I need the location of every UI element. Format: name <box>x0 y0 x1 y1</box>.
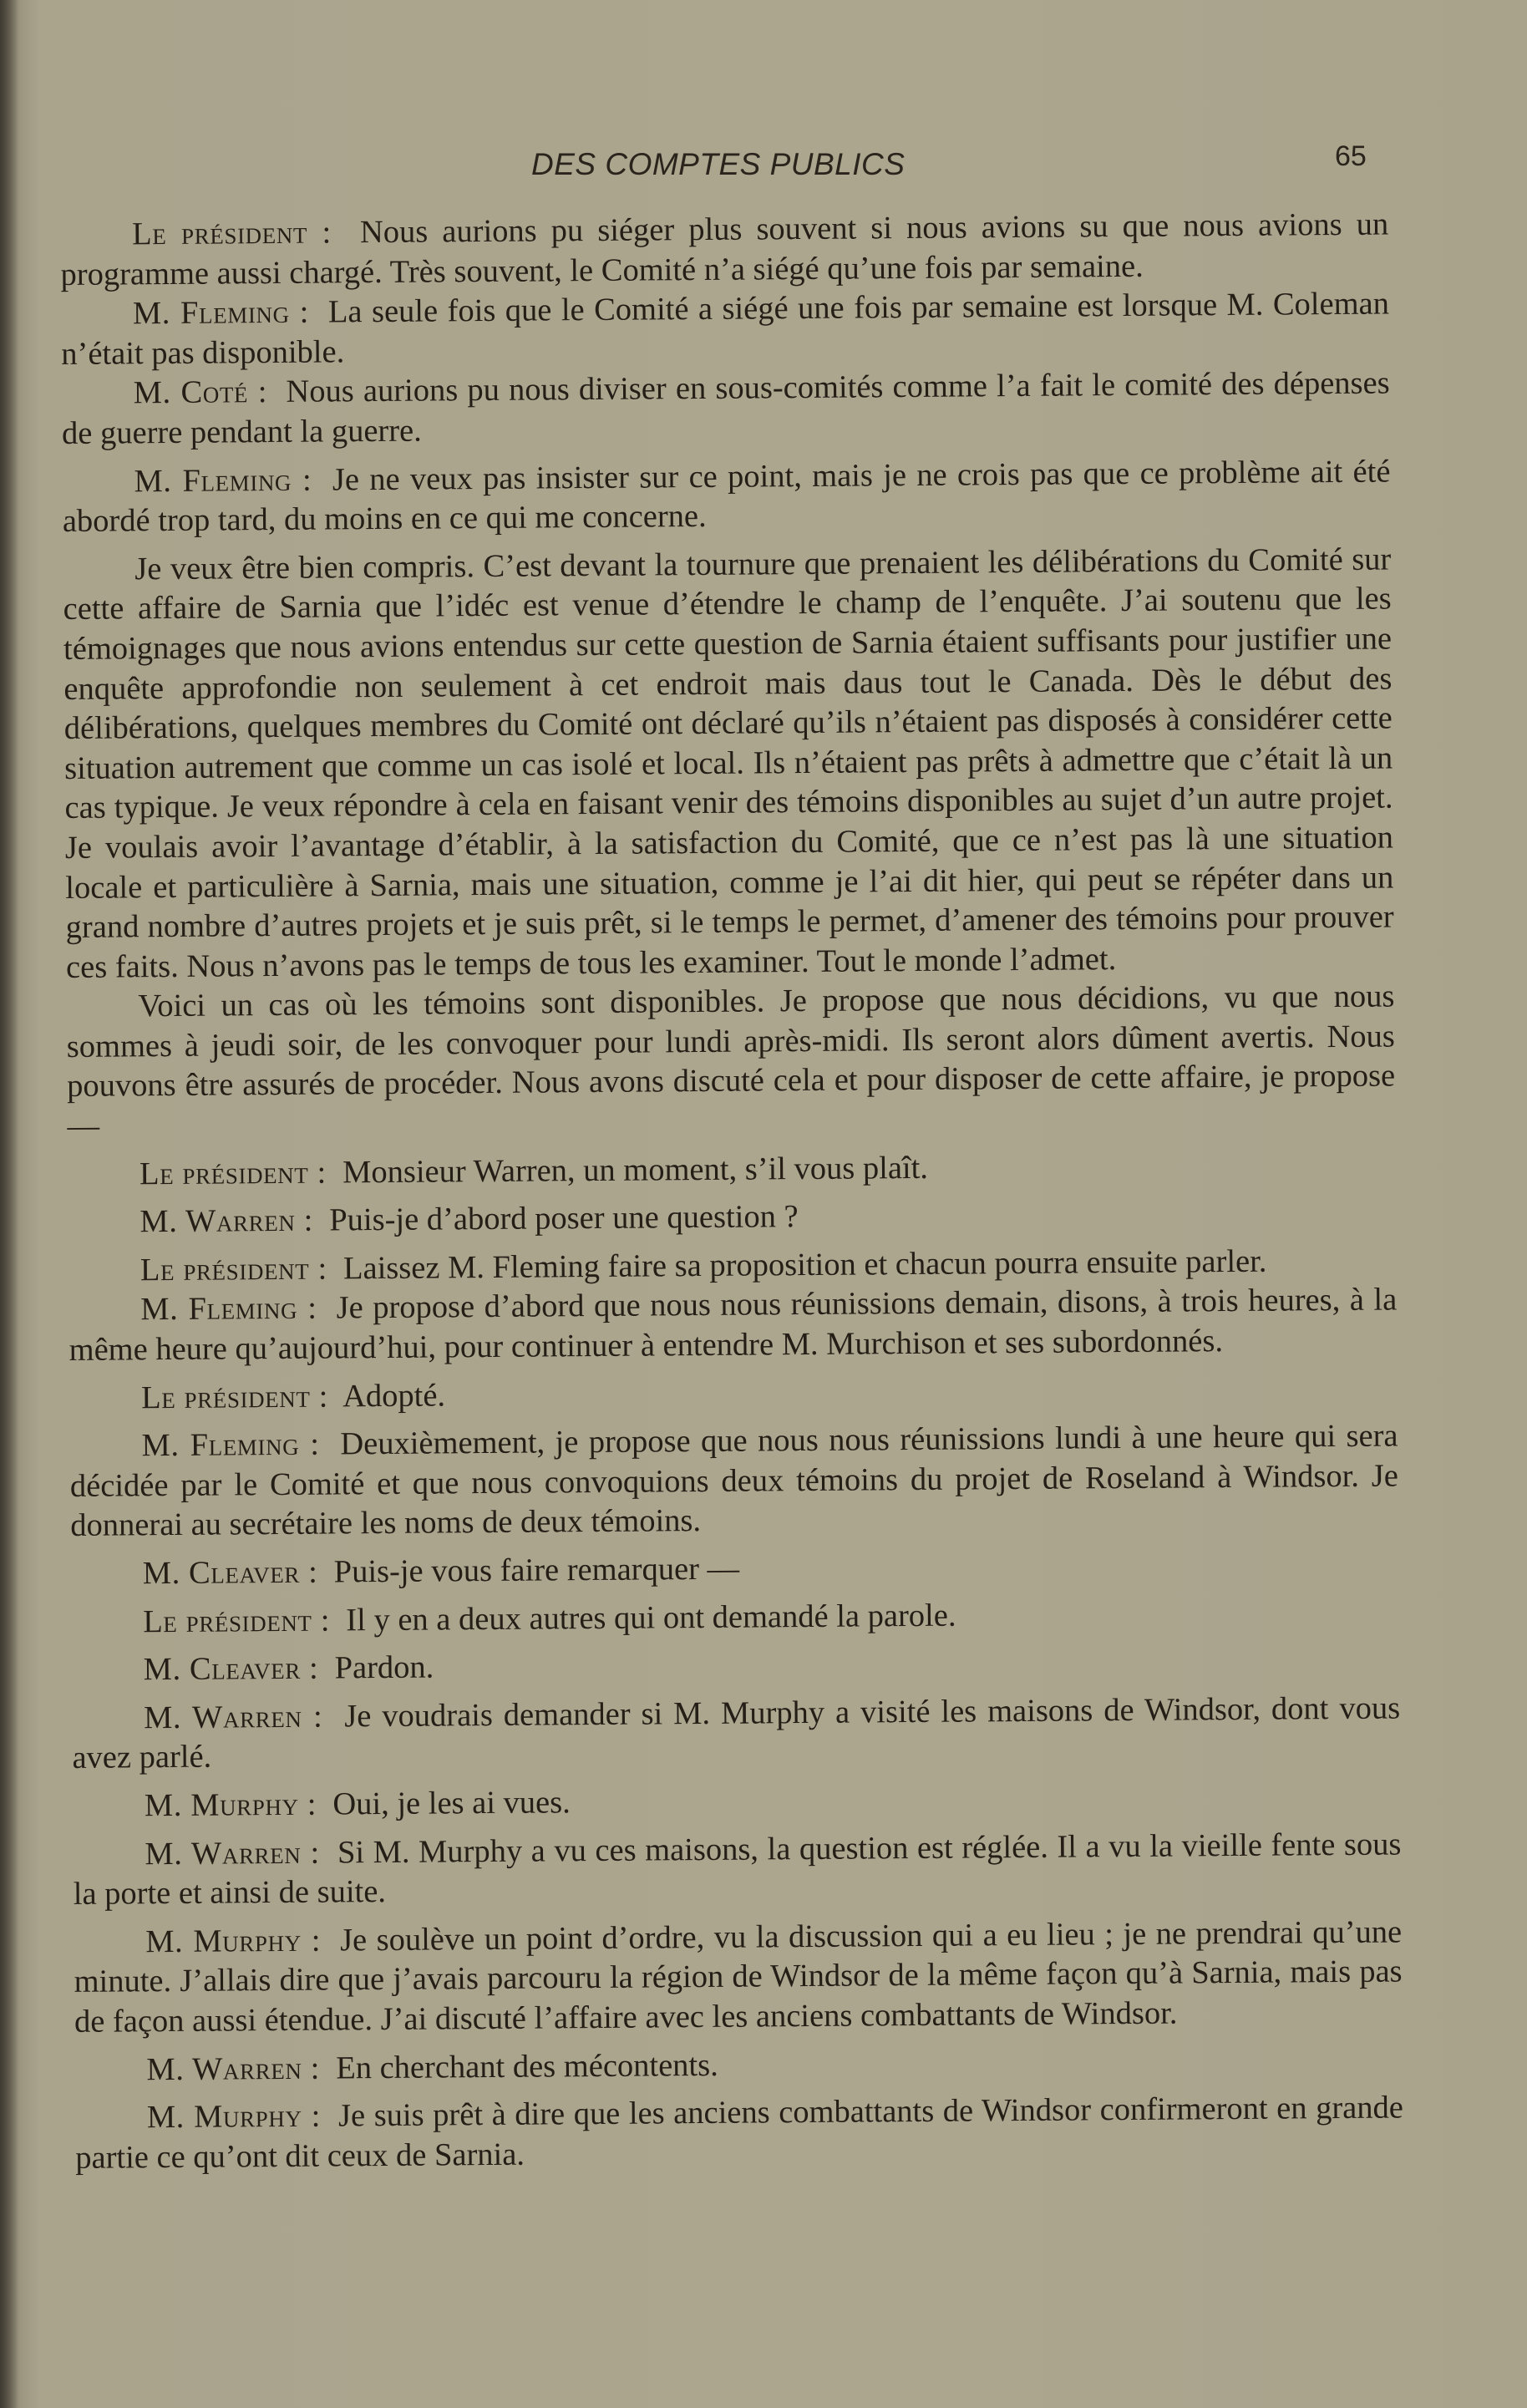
speech-text: Pardon. <box>334 1649 434 1686</box>
speaker-label: Le président : <box>143 1603 331 1639</box>
paragraph-19 <box>74 1913 1403 2042</box>
speech-text: Voici un cas où les témoins sont disponibles. Je propose que nous décidions, vu que nous sommes à jeudi soir, de les convoquer pour lundi après-midi. Ils seront alors dûment avertis. Nous pouvons être assurés de procéder. Nous avons discuté cela et pour disposer de cette affaire, je propose — <box>66 978 1396 1145</box>
speaker-label: M. Warren : <box>140 1202 314 1240</box>
paragraph-3 <box>61 364 1390 455</box>
speaker-label: Le président : <box>139 1155 327 1191</box>
speaker-label: M. Warren : <box>143 1699 323 1736</box>
speech-text: Nous aurions pu siéger plus souvent si nous avions su que nous avions un programme aussi chargé. Très souvent, le Comité n’a siégé qu’une fois par semaine. <box>60 206 1389 292</box>
paragraph-15 <box>71 1641 1399 1691</box>
speech-text: Puis-je vous faire remarquer — <box>333 1551 740 1590</box>
binding-shadow <box>0 0 18 2408</box>
speaker-label: M. Cleaver : <box>143 1650 319 1688</box>
speech-text: Adopté. <box>342 1378 446 1415</box>
speaker-label: M. Murphy : <box>146 2098 322 2136</box>
paragraph-16 <box>72 1689 1401 1779</box>
speech-text: Je suis prêt à dire que les anciens combattants de Windsor confirmeront en grande partie ce qu’ont dit ceux de Sarnia. <box>75 2090 1404 2176</box>
speech-text: En cherchant des mécontents. <box>336 2047 718 2086</box>
paragraph-10 <box>68 1281 1398 1371</box>
speech-text: Il y en a deux autres qui ont demandé la parole. <box>346 1598 956 1638</box>
paragraph-12 <box>69 1417 1398 1547</box>
paragraph-1 <box>60 206 1389 296</box>
speech-text: Nous aurions pu nous diviser en sous-comités comme l’a fait le comité des dépenses de guerre pendant la guerre. <box>61 365 1390 451</box>
page-header <box>0 140 1527 191</box>
speaker-label: M. Fleming : <box>134 462 312 499</box>
transcript-body <box>60 206 1403 2179</box>
speaker-label: M. Fleming : <box>141 1426 320 1464</box>
speech-text: Monsieur Warren, un moment, s’il vous plaît. <box>342 1150 929 1191</box>
speech-text: La seule fois que le Comité a siégé une fois par semaine est lorsque M. Coleman n’était pas disponible. <box>61 286 1390 372</box>
speaker-label: M. Fleming : <box>132 294 310 332</box>
page-number: 65 <box>1335 140 1367 172</box>
speech-text: Je propose d’abord que nous nous réunissions demain, disons, à trois heures, à la même heure qu’aujourd’hui, pour continuer à entendre M. Murchison et ses subordonnés. <box>68 1282 1398 1368</box>
paragraph-13 <box>71 1544 1399 1594</box>
speech-text: Je ne veux pas insister sur ce point, mais je ne crois pas que ce problème ait été abordé trop tard, du moins en ce qui me concerne. <box>62 454 1391 540</box>
paragraph-7 <box>68 1145 1396 1195</box>
running-title: DES COMPTES PUBLICS <box>531 147 906 181</box>
speech-text: Puis-je d’abord poser une question ? <box>329 1199 799 1238</box>
paragraph-17 <box>73 1776 1401 1826</box>
speech-text: Oui, je les ai vues. <box>332 1785 571 1822</box>
paragraph-2 <box>61 285 1390 375</box>
speech-text: Je soulève un point d’ordre, vu la discussion qui a eu lieu ; je ne prendrai qu’une minute. J’allais dire que j’avais parcouru la région de Windsor de la même façon qu’à Sarnia, mais pas de façon aussi étendue. J’ai discuté l’affaire avec les anciens combattants de Windsor. <box>74 1914 1403 2040</box>
speech-text: Deuxièmement, je propose que nous nous réunissions lundi à une heure qui sera décidée par le Comité et que nous convoquions deux témoins du projet de Roseland à Windsor. Je donnerai au secrétaire les noms de deux témoins. <box>69 1418 1399 1544</box>
paragraph-6 <box>66 978 1395 1147</box>
speech-text: Je veux être bien compris. C’est devant la tournure que prenaient les délibérations du Comité sur cette affaire de Sarnia que l’idéc est venue d’étendre le champ de l’enquête. J’ai soutenu que les témoignages que nous avions entendus sur cette question de Sarnia étaient suffisants pour justifier une enquête approfondie non seulement à cet endroit mais daus tout le Canada. Dès le début des délibérations, quelques membres du Comité ont déclaré qu’ils n’étaient pas disposés à considérer cette situation autrement que comme un cas isolé et local. Ils n’étaient pas prêts à admettre que c’était là un cas typique. Je veux répondre à cela en faisant venir des témoins disponibles au sujet d’un autre projet. Je voulais avoir l’avantage d’établir, à la satisfaction du Comité, que ce n’est pas là une situation locale et particulière à Sarnia, mais une situation, comme je l’ai dit hier, qui peut se répéter dans un grand nombre d’autres projets et je suis prêt, si le temps le permet, d’amener des témoins pour prouver ces faits. Nous n’avons pas le temps de tous les examiner. Tout le monde l’admet. <box>63 541 1394 985</box>
speaker-label: M. Murphy : <box>145 1923 322 1960</box>
paragraph-20 <box>74 2040 1403 2090</box>
paragraph-14 <box>71 1593 1399 1643</box>
speaker-label: M. Fleming : <box>140 1291 317 1328</box>
speaker-label: Le président : <box>140 1251 327 1288</box>
speaker-label: M. Warren : <box>145 1835 321 1872</box>
paragraph-5 <box>63 540 1394 988</box>
paragraph-21 <box>75 2089 1404 2179</box>
speaker-label: Le président : <box>132 215 332 252</box>
paragraph-11 <box>69 1369 1398 1419</box>
speech-text: Je voudrais demander si M. Murphy a visité les maisons de Windsor, dont vous avez parlé. <box>72 1690 1401 1776</box>
speaker-label: M. Warren : <box>146 2050 321 2087</box>
paragraph-18 <box>73 1825 1402 1915</box>
speech-text: Laissez M. Fleming faire sa proposition et chacun pourra ensuite parler. <box>342 1243 1267 1287</box>
speaker-label: M. Coté : <box>133 374 268 411</box>
speech-text: Si M. Murphy a vu ces maisons, la question est réglée. Il a vu la vieille fente sous la porte et ainsi de suite. <box>73 1826 1402 1913</box>
speaker-label: M. Murphy : <box>144 1786 317 1824</box>
paragraph-8 <box>68 1193 1396 1243</box>
speaker-label: Le président : <box>140 1379 329 1415</box>
paragraph-4 <box>62 452 1391 542</box>
speaker-label: M. Cleaver : <box>142 1554 318 1592</box>
